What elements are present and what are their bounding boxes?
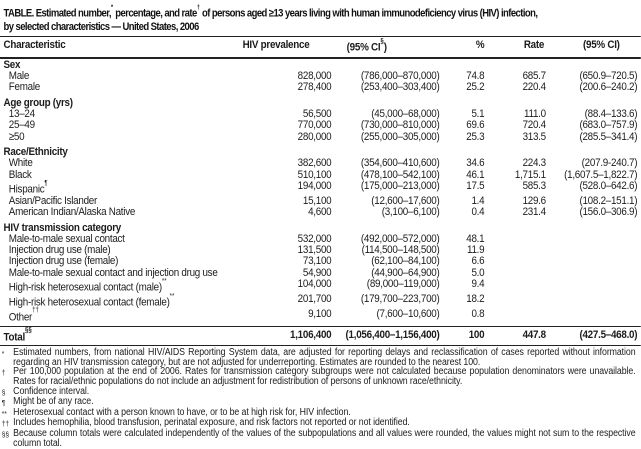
row-label: American Indian/Alaska Native [8, 206, 136, 218]
table-row [0, 207, 641, 218]
cell-percent: 69.6 [466, 119, 485, 132]
cell-prevalence-ci: (255,000–305,000) [360, 130, 440, 143]
cell-percent: 5.1 [471, 108, 485, 121]
footnote-marker: †† [1, 419, 9, 429]
cell-prevalence-ci: (7,600–10,600) [376, 307, 440, 320]
footnote-text: Per 100,000 population at the end of 2006. Rates for transmission category subgroups were not calculated because population denominators were unavailable. Rates for racial/ethnic populations do not include an adjustment for redistribution of persons of unknown race/ethnicity. [13, 366, 636, 388]
cell-rate: 685.7 [522, 70, 546, 83]
cell-rate-ci: (156.0–306.9) [579, 206, 638, 218]
cell-percent: 5.0 [471, 266, 485, 279]
footnote-marker: † [1, 368, 6, 378]
cell-prevalence: 278,400 [297, 81, 332, 94]
column-header-row [0, 36, 641, 59]
cell-rate-ci: (88.4–133.6) [584, 108, 638, 121]
cell-rate [484, 234, 546, 245]
cell-prevalence-ci: (786,000–870,000) [360, 70, 440, 83]
col-header-percent: % [475, 39, 485, 52]
cell-rate: 447.8 [522, 328, 546, 341]
cell-prevalence: 510,100 [297, 168, 332, 181]
row-label: 13–24 [8, 108, 35, 121]
col-header-hiv-prevalence: HIV prevalence [242, 39, 310, 52]
table-row [0, 256, 641, 267]
cell-rate: 224.3 [522, 157, 546, 170]
cell-prevalence: 54,900 [302, 266, 332, 279]
row-label: High-risk heterosexual contact (female)** [8, 292, 175, 309]
col-header-rate-ci: (95% CI) [582, 39, 620, 52]
footnote-marker: ¶ [1, 398, 6, 408]
cell-rate: 1,715.1 [514, 168, 546, 181]
footnote [2, 348, 641, 367]
section-header-label: Age group (yrs) [3, 96, 73, 109]
cell-percent: 9.4 [471, 277, 485, 290]
col-header-characteristic: Characteristic [3, 39, 66, 52]
cell-prevalence-ci: (44,900–64,900) [371, 266, 440, 279]
cell-percent: 0.4 [471, 206, 485, 218]
cell-rate-ci: (108.2–151.1) [579, 194, 638, 207]
cell-percent: 25.3 [466, 130, 485, 143]
cell-prevalence: 4,600 [308, 206, 332, 218]
footnote-text: Heterosexual contact with a person known to have, or to be at high risk for, HIV infection. [13, 406, 351, 418]
cell-prevalence-ci: (253,400–303,400) [360, 81, 440, 94]
footnote-text: Includes hemophilia, blood transfusion, perinatal exposure, and risk factors not reported or not identified. [13, 417, 410, 429]
row-label: High-risk heterosexual contact (male)** [8, 277, 167, 294]
row-label: Injection drug use (male) [8, 244, 111, 257]
row-label: Hispanic¶ [8, 179, 48, 196]
footnote-text: Because column totals were calculated independently of the values of the subpopulations and all values were rounded, the values might not sum to the respective column total. [13, 428, 636, 449]
cell-rate [484, 245, 546, 256]
row-label: Injection drug use (female) [8, 255, 119, 268]
footnote [2, 429, 641, 448]
table-title-line2: by selected characteristics — United States, 2006 [3, 20, 199, 33]
cell-percent: 34.6 [466, 157, 485, 170]
cell-prevalence: 104,000 [297, 277, 332, 290]
cell-prevalence-ci: (179,700–223,700) [360, 292, 440, 305]
ci-header-text: (95% CI [346, 41, 381, 54]
cell-rate-ci [546, 309, 641, 324]
cell-percent: 6.6 [471, 255, 485, 268]
section-header-label: HIV transmission category [3, 221, 121, 234]
cell-rate-ci: (528.0–642.6) [579, 179, 638, 192]
cell-prevalence-ci: (62,100–84,100) [371, 255, 440, 268]
row-label: Male-to-male sexual contact and injection drug use [8, 266, 218, 279]
cell-prevalence-ci: (1,056,400–1,156,400) [345, 328, 440, 341]
cell-rate-ci: (207.9-240.7) [581, 157, 638, 170]
cell-rate-ci [546, 234, 641, 245]
cell-rate-ci [546, 279, 641, 294]
cell-rate-ci: (427.5–468.0) [579, 328, 638, 341]
table-row [0, 82, 641, 93]
footnote-text: Might be of any race. [13, 396, 94, 408]
cell-prevalence-ci: (89,000–119,000) [366, 277, 440, 290]
footnote-marker: § [1, 387, 6, 397]
row-label: Other†† [8, 307, 39, 324]
cell-rate-ci: (285.5–341.4) [579, 130, 638, 143]
cell-prevalence: 194,000 [297, 179, 332, 192]
total-label: Total [3, 331, 25, 344]
cell-percent: 46.1 [466, 168, 485, 181]
col-header-rate: Rate [523, 39, 545, 52]
footnote-ref: †† [32, 307, 39, 315]
cell-prevalence: 15,100 [302, 194, 332, 207]
cell-prevalence: 532,000 [297, 232, 332, 245]
title-text: TABLE. Estimated number, [3, 7, 111, 20]
footnote-ref: ** [169, 292, 175, 300]
title-text: of persons aged ≥13 years living with human immunodeficiency virus (HIV) infection, [199, 7, 538, 20]
cell-rate-ci: (650.9–720.5) [579, 70, 638, 83]
footnote-ref: ** [161, 277, 167, 285]
cell-prevalence: 73,100 [302, 255, 332, 268]
row-label: ≥50 [8, 130, 25, 143]
table-row [0, 181, 641, 196]
cell-percent: 48.1 [466, 232, 485, 245]
row-label: Female [8, 81, 41, 94]
table-body [0, 59, 641, 324]
cell-rate [484, 268, 546, 279]
cell-prevalence: 131,500 [297, 244, 332, 257]
cell-rate: 313.5 [522, 130, 546, 143]
total-row [0, 326, 641, 346]
cell-rate-ci: (683.0–757.9) [579, 119, 638, 132]
row-label: 25–49 [8, 119, 35, 132]
cell-rate-ci [546, 268, 641, 279]
footnote-marker: §§ [1, 430, 9, 440]
title-text: percentage, and rate [113, 7, 197, 20]
cell-prevalence-ci: (478,100–542,100) [360, 168, 440, 181]
cell-percent: 74.8 [466, 70, 485, 83]
cell-prevalence: 9,100 [308, 307, 332, 320]
footnotes [0, 348, 641, 448]
footnote-ref-asterisk: * [110, 4, 114, 11]
table-row [0, 309, 641, 324]
footnote-marker: * [1, 349, 5, 359]
cell-prevalence-ci: (45,000–68,000) [371, 108, 440, 121]
row-label [0, 329, 264, 344]
cell-prevalence-ci: (12,600–17,600) [371, 194, 440, 207]
section-header-label: Sex [3, 58, 21, 71]
table-title [0, 4, 641, 34]
row-label: Male-to-male sexual contact [8, 232, 125, 245]
cell-rate-ci: (200.6–240.2) [579, 81, 638, 94]
footnote-marker: ** [1, 408, 7, 418]
cell-prevalence-ci: (730,000–810,000) [360, 119, 440, 132]
cell-percent: 11.9 [466, 244, 485, 257]
footnote-ref-dagger: † [196, 4, 200, 11]
cell-rate: 111.0 [524, 108, 546, 121]
cell-prevalence: 201,700 [297, 292, 332, 305]
cell-percent: 0.8 [471, 307, 485, 320]
footnote [2, 367, 641, 386]
cell-prevalence: 828,000 [297, 70, 332, 83]
cell-prevalence-ci: (354,600–410,600) [360, 157, 440, 170]
cell-rate: 231.4 [522, 206, 546, 218]
cell-percent: 100 [468, 328, 485, 341]
table-row [0, 132, 641, 143]
col-header-prevalence-ci [331, 39, 439, 54]
cell-percent: 25.2 [466, 81, 485, 94]
cell-rate-ci [546, 245, 641, 256]
cell-rate [484, 256, 546, 267]
row-label: Male [8, 70, 30, 83]
section-header-label: Race/Ethnicity [3, 146, 68, 159]
footnote [2, 418, 641, 429]
footnote-ref-double-section: §§ [24, 327, 32, 335]
cell-prevalence-ci: (175,000–213,000) [360, 179, 440, 192]
cell-percent: 1.4 [471, 194, 485, 207]
cell-prevalence: 1,106,400 [290, 328, 332, 341]
table-row [0, 279, 641, 294]
cell-rate: 129.6 [522, 194, 546, 207]
cell-prevalence: 56,500 [302, 108, 332, 121]
row-label: Asian/Pacific Islander [8, 194, 98, 207]
footnote-text: Estimated numbers, from national HIV/AIDS Reporting System data, are adjusted for reporting delays and reclassification of cases reported without information regarding an HIV transmission category, but are not adjusted for underreporting. Estimates are rounded to the nearest 100. [13, 347, 636, 368]
cell-rate [484, 279, 546, 294]
cell-prevalence: 770,000 [297, 119, 332, 132]
cell-rate: 220.4 [522, 81, 546, 94]
cell-rate-ci: (1,607.5–1,822.7) [564, 168, 638, 181]
cell-prevalence-ci: (3,100–6,100) [381, 206, 440, 218]
table-row [0, 120, 641, 131]
cell-rate-ci [546, 256, 641, 267]
ci-header-text: ) [383, 41, 387, 54]
cell-rate [484, 294, 546, 309]
table-row [0, 294, 641, 309]
row-label: Black [8, 168, 32, 181]
footnote-text: Confidence interval. [13, 385, 90, 397]
cell-prevalence: 280,000 [297, 130, 332, 143]
cell-prevalence-ci: (114,500–148,500) [361, 244, 440, 257]
table-title-line1 [4, 4, 641, 21]
footnote-ref: ¶ [44, 179, 48, 187]
table-row [0, 158, 641, 169]
cell-rate: 720.4 [522, 119, 546, 132]
row-label: White [8, 157, 33, 170]
cell-percent: 18.2 [466, 292, 485, 305]
cell-rate [484, 309, 546, 324]
footnote-ref-section: § [380, 37, 384, 45]
cell-rate-ci [546, 294, 641, 309]
cell-rate: 585.3 [522, 179, 546, 192]
cell-prevalence: 382,600 [297, 157, 332, 170]
footnote [2, 387, 641, 398]
cell-percent: 17.5 [466, 179, 485, 192]
cell-prevalence-ci: (492,000–572,000) [360, 232, 440, 245]
